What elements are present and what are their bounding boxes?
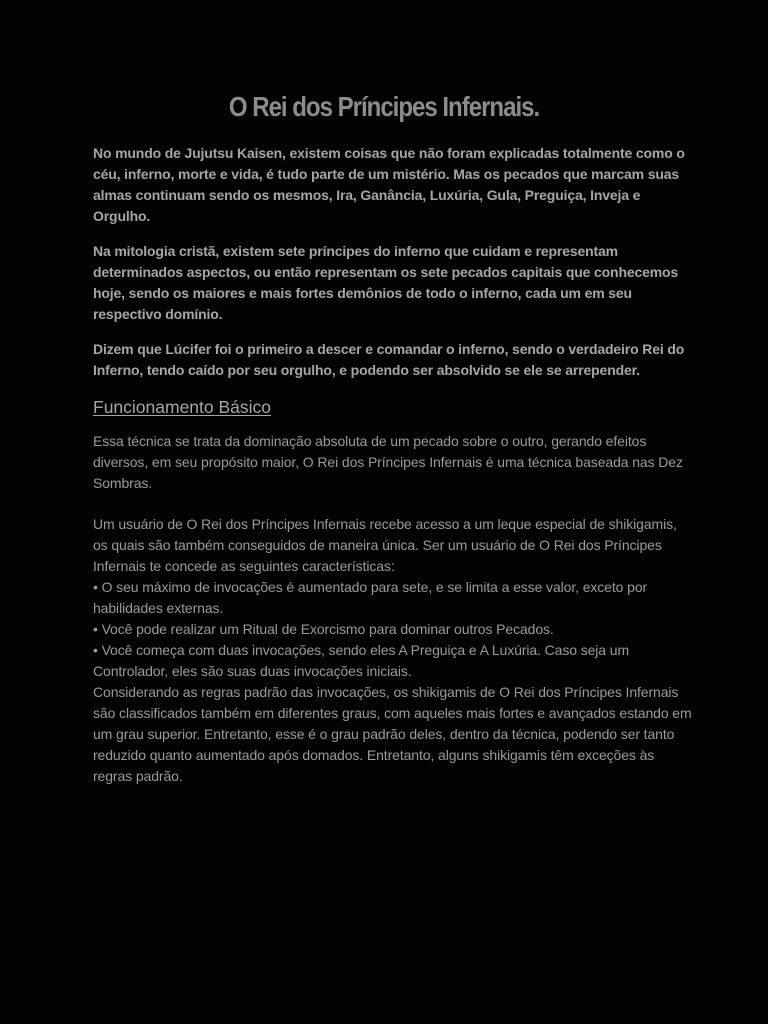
paragraph-gap	[93, 494, 693, 514]
grades-paragraph: Considerando as regras padrão das invocações, os shikigamis de O Rei dos Príncipes Infernais são classificados também em diferentes graus, com aqueles mais fortes e avançados estando em um grau superior. Entretanto, esse é o grau padrão deles, dentro da técnica, podendo ser tanto reduzido quanto aumentado após domados. Entretanto, alguns shikigamis têm exceções às regras padrão.	[93, 684, 692, 784]
section-intro-paragraph: Essa técnica se trata da dominação absoluta de um pecado sobre o outro, gerando efeitos diversos, em seu propósito maior, O Rei dos Príncipes Infernais é uma técnica baseada nas Dez Sombras.	[93, 433, 683, 491]
bullet-item-1: • O seu máximo de invocações é aumentado para sete, e se limita a esse valor, exceto por habilidades externas.	[93, 579, 648, 616]
document-content	[93, 143, 693, 787]
page-title: O Rei dos Príncipes Infernais.	[228, 91, 540, 122]
intro-section	[93, 143, 693, 381]
intro-paragraph-3: Dizem que Lúcifer foi o primeiro a descer e comandar o inferno, sendo o verdadeiro Rei do Inferno, tendo caído por seu orgulho, e podendo ser absolvido se ele se arrepender.	[93, 341, 685, 378]
intro-paragraph-2: Na mitologia cristã, existem sete príncipes do inferno que cuidam e representam determinados aspectos, ou então representam os sete pecados capitais que conhecemos hoje, sendo os maiores e mais fortes demônios de todo o inferno, cada um em seu respectivo domínio.	[93, 243, 679, 322]
section-heading: Funcionamento Básico	[93, 397, 272, 417]
intro-paragraph-1: No mundo de Jujutsu Kaisen, existem coisas que não foram explicadas totalmente como o céu, inferno, morte e vida, é tudo parte de um mistério. Mas os pecados que marcam suas almas continuam sendo os mesmos, Ira, Ganância, Luxúria, Gula, Preguiça, Inveja e Orgulho.	[93, 145, 685, 224]
bullet-item-2: • Você pode realizar um Ritual de Exorcismo para dominar outros Pecados.	[93, 621, 554, 637]
bullet-item-3: • Você começa com duas invocações, sendo eles A Preguiça e A Luxúria. Caso seja um Controlador, eles são suas duas invocações iniciais.	[93, 642, 630, 679]
characteristics-intro: Um usuário de O Rei dos Príncipes Infernais recebe acesso a um leque especial de shikigamis, os quais são também conseguidos de maneira única. Ser um usuário de O Rei dos Príncipes Infernais te concede as seguintes características:	[93, 516, 677, 574]
section-body	[93, 431, 693, 787]
